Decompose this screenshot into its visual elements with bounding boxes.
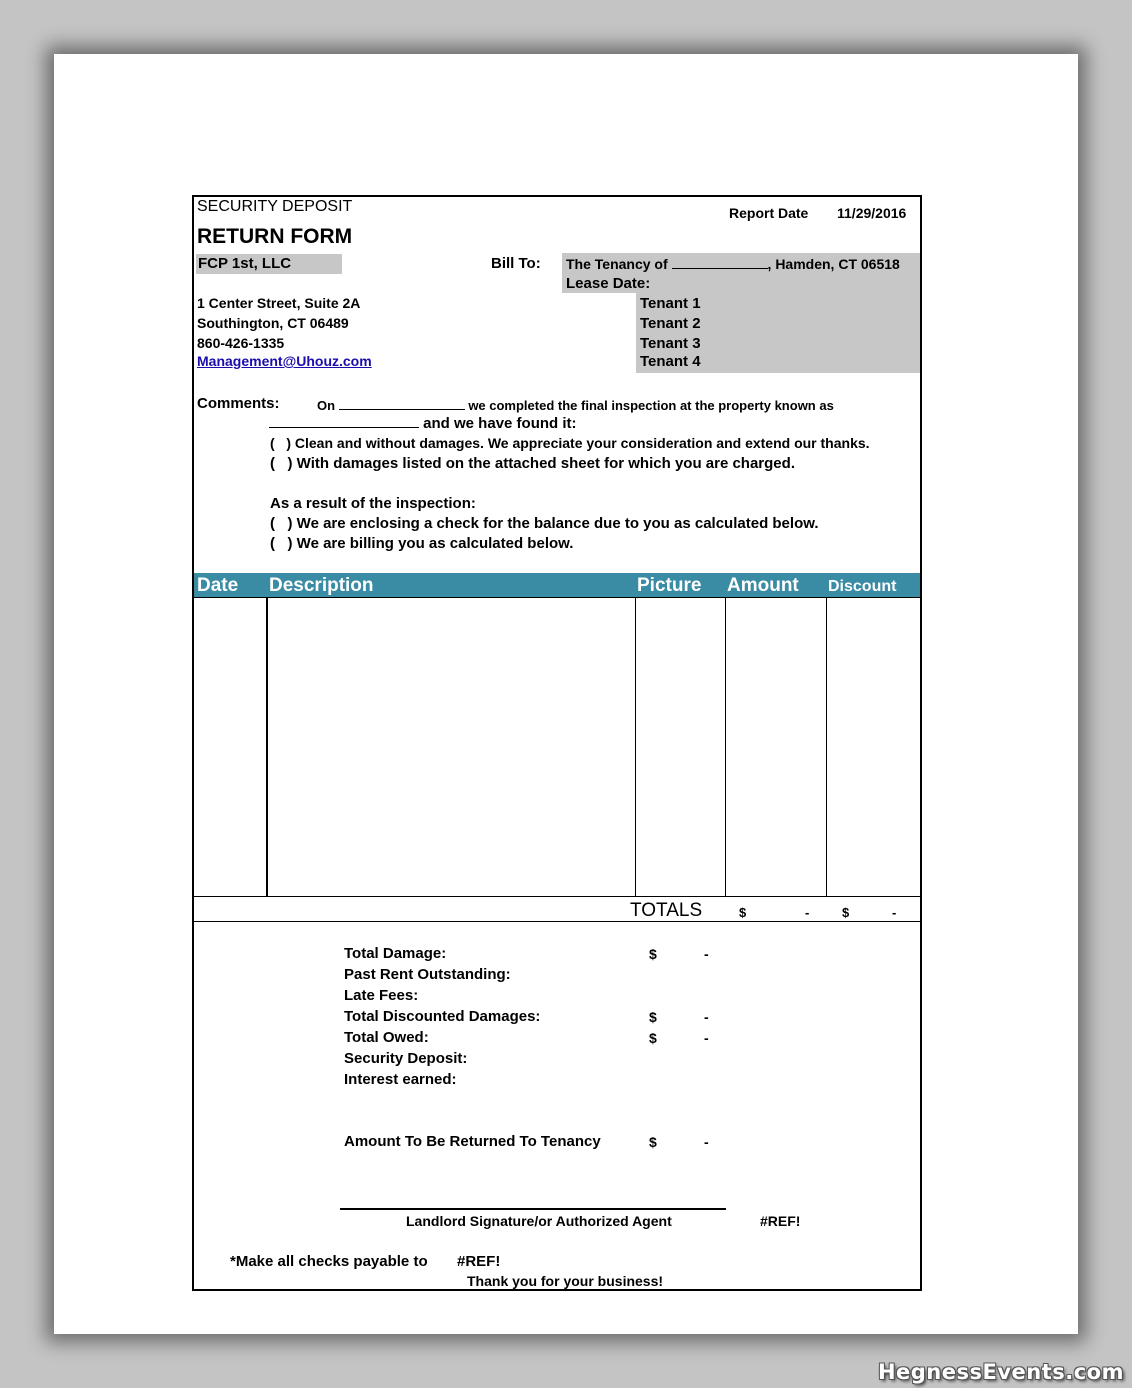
inspection-date-blank: [339, 397, 465, 410]
form-title-line2: RETURN FORM: [197, 225, 353, 248]
thank-you-note: Thank you for your business!: [467, 1273, 664, 1289]
found-text: and we have found it:: [423, 415, 577, 432]
summary-interest-label: Interest earned:: [344, 1071, 457, 1088]
signature-line: [340, 1208, 726, 1210]
summary-discounted-damages-label: Total Discounted Damages:: [344, 1008, 541, 1025]
tenant-1: Tenant 1: [640, 295, 701, 312]
inspection-line: [317, 397, 834, 413]
col-amount: Amount: [727, 575, 799, 596]
summary-total-owed-value: -: [704, 1030, 709, 1046]
summary-total-damage-currency: $: [649, 946, 657, 962]
totals-amount-currency: $: [739, 905, 747, 920]
summary-discounted-damages-currency: $: [649, 1009, 657, 1025]
payable-label: *Make all checks payable to: [230, 1253, 428, 1270]
col-divider: [725, 597, 726, 896]
landlord-city: Southington, CT 06489: [197, 315, 349, 331]
paren: (: [270, 535, 275, 552]
result-label: As a result of the inspection:: [270, 495, 476, 512]
paren: (: [270, 435, 275, 451]
inspection-text: we completed the final inspection at the property known as: [468, 398, 834, 413]
totals-discount-currency: $: [842, 905, 850, 920]
form-title-line1: SECURITY DEPOSIT: [197, 198, 353, 215]
totals-bottom-rule: [194, 921, 920, 922]
totals-discount-value: -: [892, 905, 897, 920]
amount-returned-value: -: [704, 1134, 709, 1150]
amount-returned-label: Amount To Be Returned To Tenancy: [344, 1133, 601, 1150]
tenant-2: Tenant 2: [640, 315, 701, 332]
lease-date-label: Lease Date:: [566, 275, 651, 292]
tenant-3: Tenant 3: [640, 335, 701, 352]
summary-past-rent-label: Past Rent Outstanding:: [344, 966, 511, 983]
damages-table-header: [194, 573, 920, 597]
property-blank: [269, 415, 419, 428]
col-description: Description: [269, 575, 374, 596]
tenant-4: Tenant 4: [640, 353, 701, 370]
document-page: [54, 54, 1078, 1334]
totals-label: TOTALS: [630, 900, 703, 921]
signature-ref: #REF!: [760, 1213, 801, 1229]
report-date-value: 11/29/2016: [837, 205, 907, 221]
col-picture: Picture: [637, 575, 702, 596]
option-clean-text: ) Clean and without damages. We appreciate your consideration and extend our thanks.: [286, 435, 870, 451]
landlord-phone: 860-426-1335: [197, 335, 285, 351]
option-billing-text: ) We are billing you as calculated below.: [287, 535, 574, 552]
option-damages-text: ) With damages listed on the attached sheet for which you are charged.: [287, 455, 795, 472]
bill-to-tenancy: [566, 256, 900, 272]
option-damages: [270, 455, 795, 472]
report-date-label: Report Date: [729, 205, 809, 221]
totals-amount-value: -: [805, 905, 810, 920]
paren: (: [270, 515, 275, 532]
found-line: [269, 415, 577, 432]
landlord-street: 1 Center Street, Suite 2A: [197, 295, 361, 311]
comments-label: Comments:: [197, 395, 280, 412]
table-body-bottom-rule: [194, 896, 920, 897]
summary-total-owed-label: Total Owed:: [344, 1029, 429, 1046]
on-label: On: [317, 398, 336, 413]
tenancy-suffix: , Hamden, CT 06518: [767, 256, 900, 272]
tenancy-prefix: The Tenancy of: [566, 256, 668, 272]
option-billing: [270, 535, 573, 552]
site-watermark: HegnessEvents.com: [877, 1360, 1124, 1384]
table-top-rule: [194, 597, 920, 598]
option-clean: [270, 435, 870, 451]
summary-total-owed-currency: $: [649, 1030, 657, 1046]
security-deposit-form: [192, 195, 922, 1291]
landlord-company: FCP 1st, LLC: [196, 254, 342, 274]
bill-to-label: Bill To:: [491, 255, 541, 272]
summary-security-deposit-label: Security Deposit:: [344, 1050, 468, 1067]
summary-total-damage-label: Total Damage:: [344, 945, 447, 962]
summary-discounted-damages-value: -: [704, 1009, 709, 1025]
tenancy-name-blank: [672, 256, 768, 269]
col-date: Date: [197, 575, 239, 596]
amount-returned-currency: $: [649, 1134, 657, 1150]
payable-ref: #REF!: [457, 1253, 501, 1270]
signature-label: Landlord Signature/or Authorized Agent: [406, 1213, 672, 1229]
option-check: [270, 515, 819, 532]
summary-total-damage-value: -: [704, 946, 709, 962]
col-discount: Discount: [828, 578, 897, 595]
col-divider: [826, 597, 827, 896]
paren: (: [270, 455, 275, 472]
landlord-email-link[interactable]: Management@Uhouz.com: [197, 353, 372, 369]
summary-late-fees-label: Late Fees:: [344, 987, 419, 1004]
col-divider: [635, 597, 636, 896]
option-check-text: ) We are enclosing a check for the balance due to you as calculated below.: [287, 515, 819, 532]
col-divider: [266, 597, 268, 896]
